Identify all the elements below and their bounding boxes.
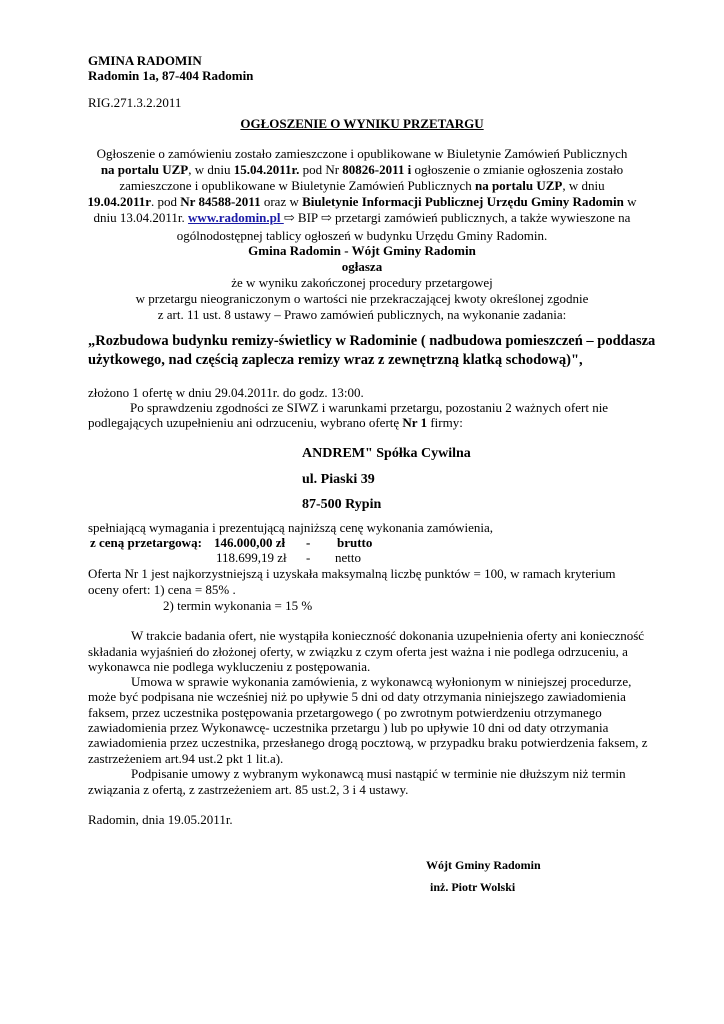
announces-label: ogłasza [341,259,383,274]
org-address: Radomin 1a, 87-404 Radomin [88,68,254,83]
offers-line-1: złożono 1 ofertę w dniu 29.04.2011r. do godz. 13:00. [88,385,364,400]
net-label: netto [335,550,361,565]
gross-dash: - [306,535,311,550]
gross-label: brutto [337,535,373,550]
intro-line-6: ogólnodostępnej tablicy ogłoszeń w budynku Urzędu Gminy Radomin. [176,228,548,243]
intro-line-4: 19.04.2011r. pod Nr 84588-2011 oraz w Biuletynie Informacji Publicznej Urzędu Gminy Radomin w [87,194,637,209]
para2-line-4: zawiadomienia przez Wykonawcę- uczestnika przetargu ) lub po upływie 10 dni od daty otrzymania [88,720,609,735]
net-value: 118.699,19 zł [216,550,287,565]
intro-line-9: że w wyniku zakończonej procedury przetargowej [231,275,493,290]
para2-line-6: zastrzeżeniem art.94 ust.2 pkt 1 lit.a). [88,751,284,766]
para2-line-3: faksem, przez uczestnika postępowania przetargowego ( po zwrotnym potwierdzeniu otrzymanego [88,705,602,720]
price-line-4: Oferta Nr 1 jest najkorzystniejszą i uzyskała maksymalną liczbę punktów = 100, w ramach kryterium [88,566,616,581]
intro-line-3: zamieszczone i opublikowane w Biuletynie Zamówień Publicznych na portalu UZP, w dniu [119,178,605,193]
firm-city: 87-500 Rypin [302,497,382,512]
intro-line-5: dniu 13.04.2011r. www.radomin.pl ⇨ BIP ⇨ przetargi zamówień publicznych, a także wywieszone na [93,210,631,225]
document-title: OGŁOSZENIE O WYNIKU PRZETARGU [240,116,484,131]
price-line-1: spełniającą wymagania i prezentującą najniższą cenę wykonania zamówienia, [88,520,493,535]
para1-line-3: wykonawca nie podlega wykluczeniu z postępowania. [88,659,371,674]
para2-line-1: Umowa w sprawie wykonania zamówienia, z wykonawcą wyłonionym w niniejszej procedurze, [131,674,632,689]
intro-line-1: Ogłoszenie o zamówieniu zostało zamieszczone i opublikowane w Biuletynie Zamówień Publicznych [96,146,628,161]
reference-number: RIG.271.3.2.2011 [88,95,182,110]
signatory-name: inż. Piotr Wolski [430,880,516,894]
intro-line-2: na portalu UZP, w dniu 15.04.2011r. pod Nr 80826-2011 i ogłoszenie o zmianie ogłoszenia zostało [100,162,624,177]
offers-line-2: Po sprawdzeniu zgodności ze SIWZ i warunkami przetargu, pozostaniu 2 ważnych ofert nie [130,400,609,415]
para2-line-2: może być podpisana nie wcześniej niż po upływie 5 dni od daty otrzymania niniejszego zawiadomienia [88,689,626,704]
firm-street: ul. Piaski 39 [302,472,375,487]
para3-line-1: Podpisanie umowy z wybranym wykonawcą musi nastąpić w terminie nie dłuższym niż termin [131,766,626,781]
criteria-term: 2) termin wykonania = 15 % [163,598,313,613]
website-link[interactable]: www.radomin.pl [188,210,284,225]
para2-line-5: zawiadomienia przez uczestnika, przesłanego drogą pocztową, w przypadku braku potwierdzenia faksem, z [88,735,648,750]
intro-line-10: w przetargu nieograniczonym o wartości nie przekraczającej kwoty określonej zgodnie [135,291,589,306]
announcer: Gmina Radomin - Wójt Gminy Radomin [248,243,476,258]
signatory-title: Wójt Gminy Radomin [426,858,541,872]
para1-line-2: składania wyjaśnień do złożonej oferty, w związku z czym oferta jest ważna i nie podlega odrzuceniu, a [88,644,628,659]
para1-line-1: W trakcie badania ofert, nie wystąpiła konieczność dokonania uzupełnienia oferty ani konieczność [131,628,645,643]
criteria-price: oceny ofert: 1) cena = 85% . [88,582,236,597]
price-label: z ceną przetargową: [90,535,202,550]
issue-date: Radomin, dnia 19.05.2011r. [88,812,233,827]
para3-line-2: związania z ofertą, z zastrzeżeniem art. 85 ust.2, 3 i 4 ustawy. [88,782,409,797]
firm-name: ANDREM" Spółka Cywilna [302,446,471,461]
task-title-line-2: użytkowego, nad częścią zaplecza remizy wraz z zewnętrzną klatką schodową)", [88,352,583,368]
gross-value: 146.000,00 zł [214,535,286,550]
task-title-line-1: „Rozbudowa budynku remizy-świetlicy w Radominie ( nadbudowa pomieszczeń – poddasza [88,333,656,349]
offers-line-3: podlegających uzupełnieniu ani odrzuceniu, wybrano ofertę Nr 1 firmy: [88,415,463,430]
net-dash: - [306,550,311,565]
intro-line-11: z art. 11 ust. 8 ustawy – Prawo zamówień publicznych, na wykonanie zadania: [157,307,567,322]
org-name: GMINA RADOMIN [88,53,202,68]
